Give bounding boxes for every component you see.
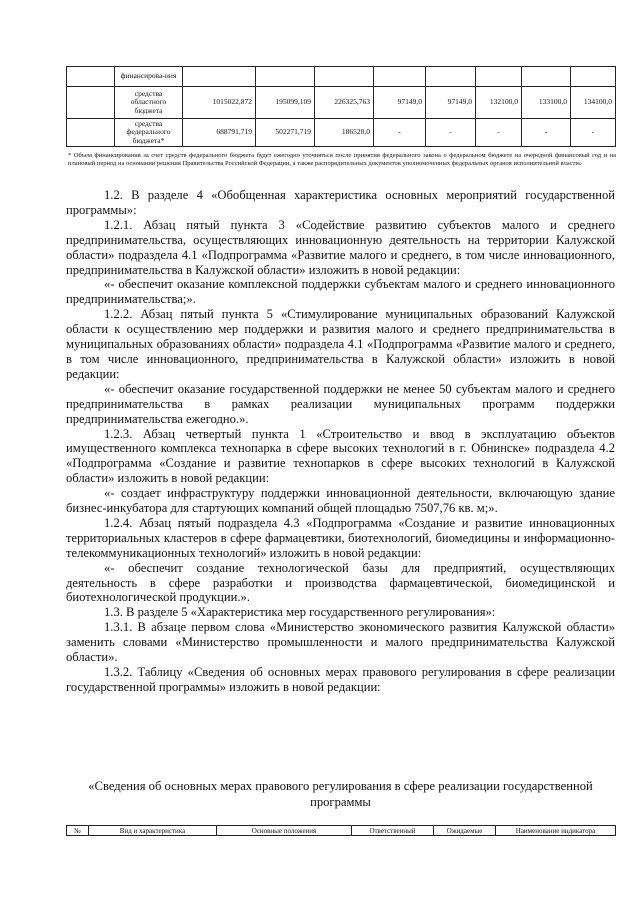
row-label: средства областного бюджета [115,87,183,119]
paragraph: 1.3. В разделе 5 «Характеристика мер государственного регулирования»: [104,605,496,620]
table-cell: - [571,119,616,147]
table-cell: - [476,119,522,147]
paragraph: «- создает инфраструктуру поддержки инновационной деятельности, включающую здание бизнес-инкубатора для стартующих компаний общей площадью 7507,76 кв. м;». [66,486,615,516]
table-cell: 97149,0 [374,87,426,119]
table-cell [67,87,115,119]
table-cell [256,67,315,87]
table-row [67,87,616,119]
table-cell [571,67,616,87]
table-cell: 186520,0 [315,119,374,147]
paragraph: 1.2.1. Абзац пятый пункта 3 «Содействие развитию субъектов малого и среднего предпринимательства, осуществляющих инновационную деятельность на территории Калужской области» подраздела 4.1 «Подпрограмма «Развитие малого и среднего, в том числе инновационного, предпринимательства в Калужской области» изложить в новой редакции: [66,217,615,277]
paragraph: «- обеспечит оказание государственной поддержки не менее 50 субъектам малого и среднего предпринимательства в рамках реализации муниципальных программ поддержки предпринимательства ежегодно.». [66,381,615,426]
table-cell [426,67,476,87]
table-cell: 1015022,872 [183,87,256,119]
table-cell: 226325,763 [315,87,374,119]
paragraph: «- обеспечит создание технологической базы для предприятий, осуществляющих деятельность в сфере разработки и производства фармацевтической, биомедицинской и биотехнологической продукции.». [66,560,615,605]
table-cell [315,67,374,87]
regulation-table-header [66,825,616,836]
table-header-row [67,826,616,836]
table-cell: - [426,119,476,147]
table-row [67,67,616,87]
table-cell [522,67,571,87]
column-header: № [67,826,89,836]
paragraph: 1.2.3. Абзац четвертый пункта 1 «Строительство и ввод в эксплуатацию объектов имущественного комплекса технопарка в сфере высоких технологий в г. Обнинске» подраздела 4.2 «Подпрограмма «Создание и развитие технопарков в сфере высоких технологий в Калужской области» изложить в новой редакции: [66,426,615,486]
table-cell [67,67,115,87]
column-header: Ответственный [352,826,434,836]
footnote: * Объем финансирования за счет средств федерального бюджета будет ежегодно уточняться после принятия федерального закона о федеральном бюджете на очередной финансовый год и на плановый период на основании решения Правительства Российской Федерации, а также распорядительных документов уполномоченных федеральных органов исполнительной власти» [68,152,616,167]
table-cell: 688791,719 [183,119,256,147]
table-row [67,119,616,147]
paragraph: 1.2. В разделе 4 «Обобщенная характеристика основных мероприятий государственной программы»: [66,188,615,217]
table-cell: 502271,719 [256,119,315,147]
section-heading: «Сведения об основных мерах правового регулирования в сфере реализации государственной программы [88,779,593,809]
table-cell: 195099,109 [256,87,315,119]
column-header: Ожидаемые [434,826,496,836]
table-cell: 134100,0 [571,87,616,119]
paragraph: «- обеспечит оказание комплексной поддержки субъектам малого и среднего инновационного предпринимательства;». [66,277,615,307]
column-header: Вид и характеристика [89,826,217,836]
financing-table [66,66,616,147]
paragraph: 1.3.2. Таблицу «Сведения об основных мерах правового регулирования в сфере реализации государственной программы» изложить в новой редакции: [66,665,615,694]
table-cell: 132100,0 [476,87,522,119]
table-cell: - [374,119,426,147]
table-cell [183,67,256,87]
table-cell [374,67,426,87]
row-label: средства федерального бюджета* [115,119,183,147]
paragraph: 1.3.1. В абзаце первом слова «Министерство экономического развития Калужской области» заменить словами «Министерство промышленности и малого предпринимательства Калужской области». [66,620,615,665]
paragraph: 1.2.4. Абзац пятый подраздела 4.3 «Подпрограмма «Создание и развитие инновационных территориальных кластеров в сфере фармацевтики, биотехнологий, биомедицины и информационно-телекоммуникационных технологий» изложить в новой редакции: [66,515,615,560]
table-cell: - [522,119,571,147]
table-cell [476,67,522,87]
column-header: Основные положения [217,826,352,836]
column-header: Наименование индикатора [496,826,616,836]
table-cell [67,119,115,147]
table-cell: 97149,0 [426,87,476,119]
document-body [66,188,615,695]
table-cell: 133100,0 [522,87,571,119]
paragraph: 1.2.2. Абзац пятый пункта 5 «Стимулирование муниципальных образований Калужской области к осуществлению мер поддержки и развития малого и среднего предпринимательства в муниципальных образованиях области» подраздела 4.1 «Подпрограмма «Развитие малого и среднего, в том числе инновационного, предпринимательства в Калужской области» изложить в новой редакции: [66,307,615,381]
row-label: финансирова-ния [115,67,183,87]
